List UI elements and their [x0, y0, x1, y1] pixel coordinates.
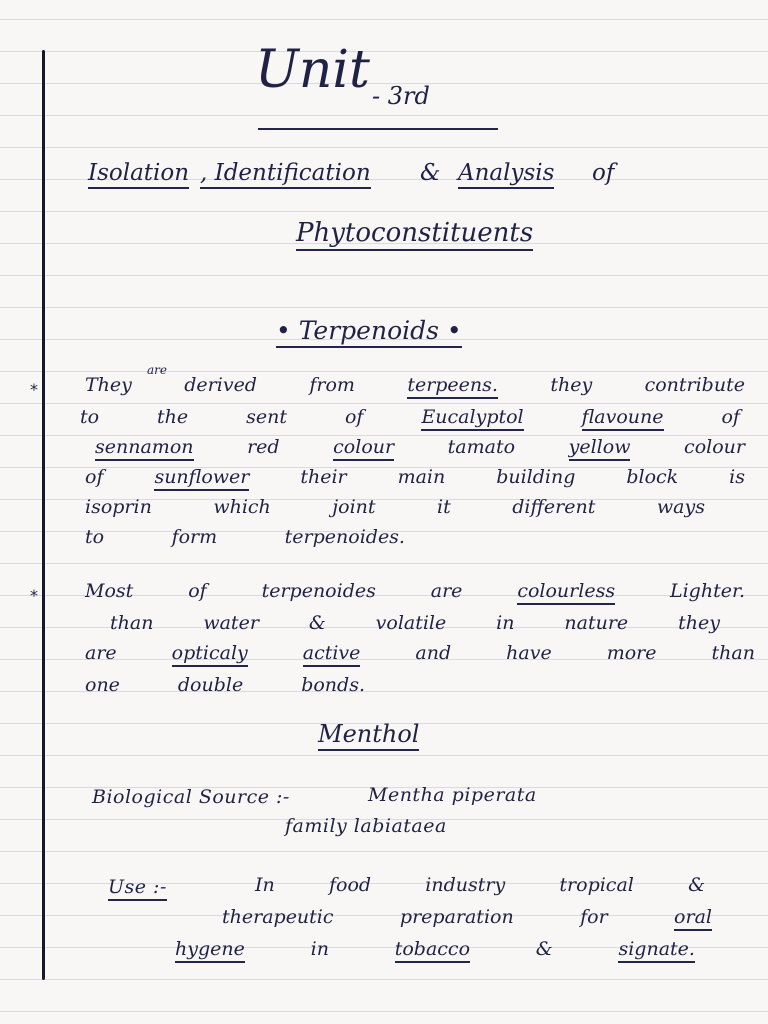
word: flavoune: [582, 406, 664, 431]
word: nature: [564, 612, 629, 634]
word: of: [721, 406, 740, 428]
para2-line-3: [85, 642, 755, 667]
word: hygene: [175, 938, 245, 963]
subtitle-ampersand: &: [420, 160, 441, 186]
word: than: [110, 612, 154, 634]
word: to: [85, 526, 105, 548]
word: than: [711, 642, 755, 664]
word: &: [688, 874, 705, 896]
family-text: family labiataea: [285, 815, 447, 837]
word: of: [85, 466, 104, 488]
superscript-are: are: [147, 363, 167, 377]
para1-line-1: [85, 374, 745, 399]
unit-number: - 3rd: [372, 82, 430, 110]
word: derived: [184, 374, 257, 396]
word: volatile: [375, 612, 447, 634]
word: they: [550, 374, 593, 396]
biological-source-value: Mentha piperata: [368, 784, 537, 806]
word: Most: [85, 580, 134, 602]
word: industry: [425, 874, 506, 896]
word: for: [580, 906, 608, 928]
title-underline: [258, 128, 498, 130]
word: In: [255, 874, 275, 896]
word: contribute: [644, 374, 745, 396]
word: preparation: [399, 906, 514, 928]
use-line-3: [175, 938, 695, 963]
word: terpeens.: [407, 374, 498, 399]
word: it: [437, 496, 451, 518]
word: oral: [674, 906, 712, 931]
word: colour: [333, 436, 394, 461]
word: sent: [246, 406, 288, 428]
para1-line-2: [80, 406, 740, 431]
word: red: [247, 436, 280, 458]
subtitle-word-analysis: Analysis: [458, 160, 554, 189]
word: of: [344, 406, 364, 428]
word: is: [729, 466, 745, 488]
word: building: [496, 466, 576, 488]
para1-line-4: [85, 466, 745, 491]
word: colour: [684, 436, 745, 458]
word: are: [85, 642, 117, 664]
word: double: [177, 674, 244, 696]
word: tropical: [559, 874, 634, 896]
word: of: [188, 580, 207, 602]
subtitle-word-identification: , Identification: [200, 160, 371, 189]
word: form: [171, 526, 218, 548]
word: have: [506, 642, 552, 664]
word: active: [303, 642, 361, 667]
margin-line: [42, 50, 45, 980]
word: Lighter.: [669, 580, 745, 602]
word: isoprin: [85, 496, 152, 518]
subtitle-phytoconstituents: Phytoconstituents: [296, 218, 533, 251]
word: opticaly: [172, 642, 248, 667]
word: &: [535, 938, 553, 960]
word: bonds.: [301, 674, 365, 696]
unit-title: Unit: [255, 40, 370, 100]
word: Eucalyptol: [421, 406, 523, 431]
word: &: [308, 612, 326, 634]
para2-line-1: [85, 580, 745, 605]
subtitle-word-of: of: [592, 160, 615, 186]
word: one: [85, 674, 120, 696]
word: colourless: [517, 580, 615, 605]
para2-line-2: [110, 612, 720, 634]
word: sunflower: [154, 466, 249, 491]
word: the: [157, 406, 189, 428]
bullet-star-1: *: [30, 380, 38, 399]
word: sennamon: [95, 436, 194, 461]
para1-line-5: [85, 496, 705, 518]
word: and: [415, 642, 452, 664]
word: therapeutic: [222, 906, 334, 928]
word: tamato: [447, 436, 516, 458]
word: they: [678, 612, 720, 634]
word: terpenoides: [261, 580, 376, 602]
bullet-star-2: *: [30, 586, 38, 605]
word: different: [512, 496, 596, 518]
word: water: [203, 612, 259, 634]
subtitle-word-isolation: Isolation: [88, 160, 189, 189]
word: terpenoides.: [284, 526, 405, 548]
word: main: [397, 466, 446, 488]
word: block: [626, 466, 679, 488]
word: to: [80, 406, 100, 428]
para1-line-3: [95, 436, 745, 461]
word: in: [310, 938, 329, 960]
word: They: [85, 374, 132, 396]
word: which: [213, 496, 271, 518]
word: in: [496, 612, 515, 634]
word: signate.: [618, 938, 694, 963]
terpenoids-heading-text: • Terpenoids •: [276, 316, 462, 348]
word: tobacco: [395, 938, 470, 963]
word: food: [328, 874, 372, 896]
use-line-1: [255, 874, 705, 896]
section-heading-terpenoids: [276, 316, 462, 345]
word: are: [430, 580, 463, 602]
word: from: [309, 374, 355, 396]
word: joint: [332, 496, 376, 518]
word: more: [606, 642, 657, 664]
para2-line-4: [85, 674, 365, 696]
biological-source-label: Biological Source :-: [92, 786, 290, 808]
word: ways: [656, 496, 705, 518]
use-label: Use :-: [108, 876, 167, 901]
word: yellow: [569, 436, 631, 461]
para1-line-6: [85, 526, 405, 548]
use-line-2: [222, 906, 712, 931]
word: their: [300, 466, 347, 488]
menthol-heading: Menthol: [318, 720, 419, 751]
